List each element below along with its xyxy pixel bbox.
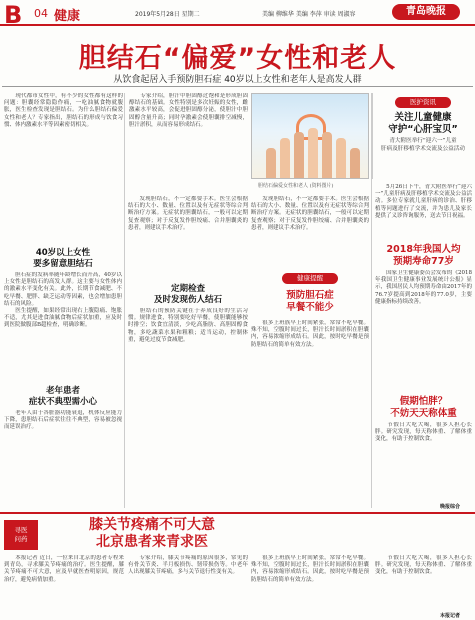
news-brief-box — [372, 93, 473, 179]
right-heading-2: 假期怕胖？ 不妨天天称体重 — [390, 396, 457, 419]
section-name: 健康 — [54, 9, 81, 24]
newspaper-logo: 青岛晚报 — [392, 4, 460, 20]
bottom-article: 本报记者 近日，一位来自北京的患者专程来到青岛，寻求膝关节疼痛的治疗。医生提醒，膝关节疼痛不可大意，应及早就医查明原因，规范治疗，避免病情加重。 — [4, 555, 124, 583]
right-article-3: 节假日大吃大喝，很多人担心长胖。研究发现，每天称体重、了解体重变化，有助于控制饮食。 — [375, 422, 472, 443]
right-article: 5月26日下午，青大附医举行“迎六一”儿童肝病及肝移植学术交流及公益活动。多位专家就儿童肝病的诊治、肝移植等问题进行了交流，并为患儿及家长提供了义诊咨询服务，送去节日祝福。 — [375, 184, 472, 219]
photo-hands-heart — [251, 93, 369, 179]
byline-2: 晚报综合 — [440, 504, 461, 510]
banner-badge: 寻医 问药 — [4, 520, 38, 550]
right-heading: 2018年我国人均 预期寿命77岁 — [386, 244, 461, 267]
headline: 胆结石“偏爱”女性和老人 — [78, 43, 397, 74]
byline: 本报记者 — [440, 613, 461, 619]
health-article: 很多上班族早上时间紧张，常常不吃早餐。殊不知，空腹时间过长，胆汁长时间淤积在胆囊内，容易浓缩形成结石。因此，按时吃早餐是预防胆结石的简单有效方法。 — [251, 320, 369, 348]
middle-article: 发现胆结石，不一定都要手术。医生会根据结石的大小、数量、位置以及有无症状等综合判断治疗方案。无症状的胆囊结石，一般可以定期复查观察；对于反复发作胆绞痛、合并胆囊炎的患者，则建议手术治疗。 — [128, 196, 248, 231]
page-number: 04 — [34, 7, 48, 20]
brief-subtitle: 青大附医举行“迎六一”儿童 肝病及肝移植学术交流及公益活动 — [381, 138, 465, 152]
left-article-2: 老年人由于各脏器功能衰退，机体反应能力下降，患胆结石后症状往往不典型，容易被忽视而延误治疗。 — [4, 410, 122, 431]
subheadline: 从饮食起居入手预防胆石症 40岁以上女性和老年人是高发人群 — [113, 75, 362, 85]
right-article-2: 国家卫生健康委员会发布的《2018年我国卫生健康事业发展统计公报》显示，我国居民人均预期寿命由2017年的76.7岁提高到2018年的77.0岁，主要健康指标持续改善。 — [375, 270, 472, 305]
left-article: 胆石症的发病率随年龄增长而升高，40岁以上女性是胆结石的高发人群。这主要与女性体内的激素水平变化有关。此外，长期节食减肥、不吃早餐、肥胖、缺乏运动等因素，也会增加患胆结石的风险。 医生提醒，如果经常出现右上腹隐痛、饱胀不适，尤其是进食油腻食物后症状加重，应及时到医院做腹部B超检查，明确诊断。 — [4, 272, 122, 329]
photo-side-text: 发现胆结石，不一定都要手术。医生会根据结石的大小、数量、位置以及有无症状等综合判断治疗方案。无症状的胆囊结石，一般可以定期复查观察；对于反复发作胆绞痛、合并胆囊炎的患者，则建议手术治疗。 — [251, 196, 369, 231]
brief-badge: 医护资讯 — [395, 97, 451, 108]
section-logo: B — [4, 1, 23, 29]
middle-article-2: 胆结石的预防关键在于养成良好的生活习惯。规律进食，特别要吃好早餐，使胆囊能够按时排空；饮食宜清淡，少吃高脂肪、高胆固醇食物，多吃蔬菜水果和粗粮；适当运动，控制体重，避免过度节食减肥。 — [128, 308, 248, 343]
photo-caption: 胆结石偏爱女性和老人 (资料图片) — [258, 183, 334, 189]
page-header — [0, 0, 475, 29]
bottom-article-4: 节假日大吃大喝，很多人担心长胖。研究发现，每天称体重、了解体重变化，有助于控制饮食。 — [375, 555, 472, 576]
bottom-article-3: 很多上班族早上时间紧张，常常不吃早餐。殊不知，空腹时间过长，胆汁长时间淤积在胆囊内，容易浓缩形成结石。因此，按时吃早餐是预防胆结石的简单有效方法。 — [251, 555, 369, 583]
health-badge: 健康提醒 — [282, 273, 338, 284]
banner-title: 膝关节疼痛不可大意 北京患者来青求医 — [89, 517, 215, 550]
middle-heading: 定期检查 及时发现伤人结石 — [153, 284, 222, 305]
bottom-article-2: 专家介绍，膝关节疼痛的原因很多，常见的有骨关节炎、半月板损伤、韧带损伤等。中老年人出现膝关节疼痛，多与关节退行性变有关。 — [128, 555, 248, 576]
health-heading: 预防胆石症 早餐不能少 — [286, 290, 334, 313]
brief-title: 关注儿童健康 守护“心肝宝贝” — [388, 112, 458, 135]
issue-date: 2019年5月28日 星期二 — [135, 11, 200, 18]
left-heading: 40岁以上女性 要多留意胆结石 — [33, 248, 93, 269]
bottom-banner — [0, 512, 475, 552]
lead-article: 现代都市女性中，有不少的女性都有这样的问题：胆囊经常隐隐作痛，一吃油腻食物就腹胀，医生检查发现是胆结石。为什么胆结石偏爱女性和老人？专家指出，胆结石的形成与饮食习惯、体内激素水平等因素密切相关。 专家介绍，胆汁中胆固醇过饱和是形成胆固醇结石的基础。女性特别是多次妊娠的女性，雌激素水平较高，会促进胆固醇分泌，使胆汁中胆固醇含量升高；同时孕激素会使胆囊排空减慢，胆汁淤积，从而容易形成结石。 — [4, 93, 248, 128]
divider — [2, 86, 473, 87]
editors-line: 美编 柳维华 美编 李萍 审读 周淑容 — [262, 11, 356, 18]
left-heading-2: 老年患者 症状不典型需小心 — [28, 386, 97, 407]
